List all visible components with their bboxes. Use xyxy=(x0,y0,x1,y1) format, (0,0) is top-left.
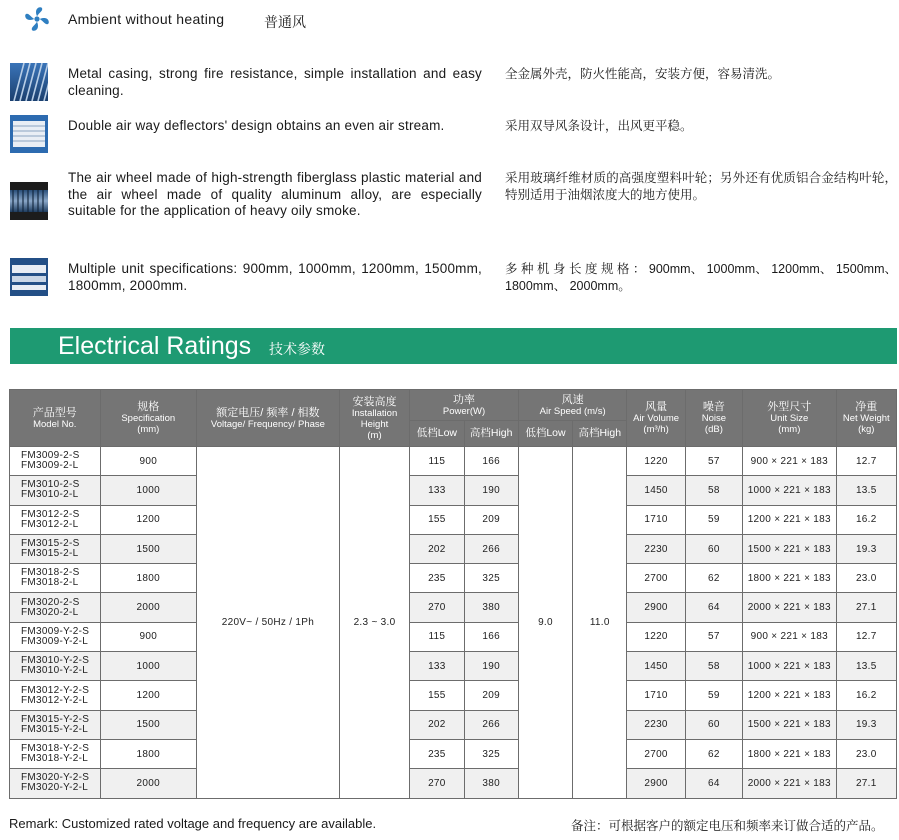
header-volume: 风量 Air Volume (m³/h) xyxy=(627,390,685,447)
header-title-cn: 普通风 xyxy=(264,14,306,30)
header-height: 安装高度 Installation Height (m) xyxy=(339,390,409,447)
power-low-cell: 155 xyxy=(410,505,464,534)
spec-cell: 1200 xyxy=(100,681,197,710)
spec-cell: 900 xyxy=(100,447,197,476)
header-noise: 噪音 Noise (dB) xyxy=(685,390,742,447)
size-cell: 1800 × 221 × 183 xyxy=(743,564,837,593)
table-row xyxy=(10,769,897,798)
product-header xyxy=(24,6,306,32)
size-cell: 1000 × 221 × 183 xyxy=(743,652,837,681)
table-row xyxy=(10,681,897,710)
power-low-cell: 133 xyxy=(410,652,464,681)
table-row xyxy=(10,505,897,534)
header-size: 外型尺寸 Unit Size (mm) xyxy=(743,390,837,447)
power-low-cell: 115 xyxy=(410,447,464,476)
model-number-l: FM3015-Y-2-L xyxy=(21,723,89,735)
spec-cell: 1800 xyxy=(100,739,197,768)
size-cell: 2000 × 221 × 183 xyxy=(743,769,837,798)
model-number-l: FM3010-2-L xyxy=(21,489,79,501)
header-voltage: 额定电压/ 频率 / 相数 Voltage/ Frequency/ Phase xyxy=(197,390,340,447)
weight-cell: 13.5 xyxy=(836,652,896,681)
remark-en: Remark: Customized rated voltage and frequency are available. xyxy=(9,816,377,831)
volume-cell: 1450 xyxy=(627,476,685,505)
model-cell xyxy=(10,739,101,768)
voltage-cell: 220V~ / 50Hz / 1Ph xyxy=(197,447,340,799)
header-model: 产品型号 Model No. xyxy=(10,390,101,447)
volume-cell: 1450 xyxy=(627,652,685,681)
power-high-cell: 166 xyxy=(464,622,518,651)
power-high-cell: 380 xyxy=(464,593,518,622)
noise-cell: 59 xyxy=(685,681,742,710)
volume-cell: 2230 xyxy=(627,534,685,563)
model-cell xyxy=(10,593,101,622)
power-high-cell: 266 xyxy=(464,710,518,739)
volume-cell: 1220 xyxy=(627,622,685,651)
section-title-cn: 技术参数 xyxy=(269,341,325,357)
spec-cell: 1000 xyxy=(100,476,197,505)
size-cell: 2000 × 221 × 183 xyxy=(743,593,837,622)
noise-cell: 60 xyxy=(685,534,742,563)
model-cell xyxy=(10,710,101,739)
weight-cell: 19.3 xyxy=(836,534,896,563)
table-row xyxy=(10,622,897,651)
table-row xyxy=(10,534,897,563)
volume-cell: 1710 xyxy=(627,505,685,534)
model-cell xyxy=(10,505,101,534)
table-header-row xyxy=(10,390,897,421)
noise-cell: 60 xyxy=(685,710,742,739)
model-number-s: FM3010-2-S xyxy=(21,479,80,491)
fan-icon xyxy=(24,6,50,32)
header-airspeed: 风速 Air Speed (m/s) xyxy=(518,390,627,421)
feature-specifications-cn: 多 种 机 身 长 度 规 格 ： 900mm、 1000mm、 1200mm、 1500mm、 1800mm、 2000mm。 xyxy=(505,262,897,293)
power-high-cell: 166 xyxy=(464,447,518,476)
noise-cell: 57 xyxy=(685,622,742,651)
feature-casing-en: Metal casing, strong fire resistance, simple installation and easy cleaning. xyxy=(68,66,482,98)
model-number-l: FM3020-2-L xyxy=(21,606,79,618)
table-row xyxy=(10,593,897,622)
spec-cell: 1500 xyxy=(100,534,197,563)
model-number-l: FM3012-2-L xyxy=(21,518,79,530)
feature-deflectors-cn: 采用双导风条设计，出风更平稳。 xyxy=(505,119,693,133)
noise-cell: 64 xyxy=(685,769,742,798)
model-number-s: FM3009-2-S xyxy=(21,450,80,462)
model-number-s: FM3015-2-S xyxy=(21,538,80,550)
model-number-s: FM3012-Y-2-S xyxy=(21,684,90,696)
deflector-image xyxy=(10,115,48,153)
power-low-cell: 235 xyxy=(410,564,464,593)
speed-high-cell: 11.0 xyxy=(573,447,627,799)
spec-cell: 900 xyxy=(100,622,197,651)
power-low-cell: 270 xyxy=(410,769,464,798)
volume-cell: 2900 xyxy=(627,593,685,622)
size-cell: 1500 × 221 × 183 xyxy=(743,710,837,739)
model-number-l: FM3012-Y-2-L xyxy=(21,694,89,706)
table-row xyxy=(10,710,897,739)
weight-cell: 23.0 xyxy=(836,564,896,593)
volume-cell: 2900 xyxy=(627,769,685,798)
model-cell xyxy=(10,681,101,710)
size-cell: 1500 × 221 × 183 xyxy=(743,534,837,563)
model-number-s: FM3010-Y-2-S xyxy=(21,655,90,667)
header-power-high: 高档High xyxy=(464,421,518,447)
metal-casing-image xyxy=(10,63,48,101)
volume-cell: 1710 xyxy=(627,681,685,710)
model-cell xyxy=(10,622,101,651)
header-power-low: 低档Low xyxy=(410,421,464,447)
header-speed-low: 低档Low xyxy=(518,421,572,447)
spec-cell: 1500 xyxy=(100,710,197,739)
power-low-cell: 235 xyxy=(410,739,464,768)
feature-air-wheel-en: The air wheel made of high-strength fiberglass plastic material and the air wheel made of quality aluminum alloy, are especially suitable for the application of heavy oily smoke. xyxy=(68,170,482,218)
weight-cell: 12.7 xyxy=(836,447,896,476)
weight-cell: 23.0 xyxy=(836,739,896,768)
spec-cell: 1800 xyxy=(100,564,197,593)
header-spec: 规格 Specification (mm) xyxy=(100,390,197,447)
noise-cell: 57 xyxy=(685,447,742,476)
volume-cell: 2700 xyxy=(627,739,685,768)
power-low-cell: 133 xyxy=(410,476,464,505)
weight-cell: 27.1 xyxy=(836,769,896,798)
power-high-cell: 266 xyxy=(464,534,518,563)
model-number-l: FM3009-Y-2-L xyxy=(21,635,89,647)
noise-cell: 62 xyxy=(685,739,742,768)
unit-specs-image xyxy=(10,258,48,296)
volume-cell: 1220 xyxy=(627,447,685,476)
table-row xyxy=(10,476,897,505)
power-high-cell: 209 xyxy=(464,505,518,534)
power-high-cell: 380 xyxy=(464,769,518,798)
noise-cell: 64 xyxy=(685,593,742,622)
weight-cell: 27.1 xyxy=(836,593,896,622)
volume-cell: 2700 xyxy=(627,564,685,593)
size-cell: 1200 × 221 × 183 xyxy=(743,681,837,710)
size-cell: 1000 × 221 × 183 xyxy=(743,476,837,505)
size-cell: 900 × 221 × 183 xyxy=(743,447,837,476)
remark-cn: 备注：可根据客户的额定电压和频率来订做合适的产品。 xyxy=(571,819,884,833)
power-low-cell: 115 xyxy=(410,622,464,651)
power-low-cell: 270 xyxy=(410,593,464,622)
weight-cell: 16.2 xyxy=(836,505,896,534)
spec-cell: 1200 xyxy=(100,505,197,534)
size-cell: 1200 × 221 × 183 xyxy=(743,505,837,534)
model-number-l: FM3018-Y-2-L xyxy=(21,753,89,765)
model-cell xyxy=(10,447,101,476)
model-number-s: FM3018-2-S xyxy=(21,567,80,579)
header-speed-high: 高档High xyxy=(573,421,627,447)
model-cell xyxy=(10,476,101,505)
model-cell xyxy=(10,564,101,593)
table-row xyxy=(10,652,897,681)
noise-cell: 59 xyxy=(685,505,742,534)
weight-cell: 16.2 xyxy=(836,681,896,710)
power-high-cell: 190 xyxy=(464,652,518,681)
size-cell: 900 × 221 × 183 xyxy=(743,622,837,651)
size-cell: 1800 × 221 × 183 xyxy=(743,739,837,768)
model-number-s: FM3020-2-S xyxy=(21,596,80,608)
power-high-cell: 190 xyxy=(464,476,518,505)
power-low-cell: 202 xyxy=(410,710,464,739)
table-row xyxy=(10,564,897,593)
power-high-cell: 325 xyxy=(464,564,518,593)
header-weight: 净重 Net Weight (kg) xyxy=(836,390,896,447)
height-cell: 2.3 ~ 3.0 xyxy=(339,447,409,799)
model-number-s: FM3015-Y-2-S xyxy=(21,713,90,725)
feature-specifications-en: Multiple unit specifications: 900mm, 1000mm, 1200mm, 1500mm, 1800mm, 2000mm. xyxy=(68,261,482,293)
model-number-l: FM3020-Y-2-L xyxy=(21,782,89,794)
table-body xyxy=(10,447,897,799)
volume-cell: 2230 xyxy=(627,710,685,739)
model-number-l: FM3018-2-L xyxy=(21,577,79,589)
model-number-s: FM3018-Y-2-S xyxy=(21,743,90,755)
speed-low-cell: 9.0 xyxy=(518,447,572,799)
spec-cell: 2000 xyxy=(100,593,197,622)
power-high-cell: 325 xyxy=(464,739,518,768)
weight-cell: 13.5 xyxy=(836,476,896,505)
model-number-s: FM3009-Y-2-S xyxy=(21,625,90,637)
feature-casing-cn: 全金属外壳，防火性能高，安装方便，容易清洗。 xyxy=(505,67,781,81)
noise-cell: 58 xyxy=(685,652,742,681)
header-title-en: Ambient without heating xyxy=(68,11,225,27)
model-cell xyxy=(10,652,101,681)
weight-cell: 19.3 xyxy=(836,710,896,739)
power-high-cell: 209 xyxy=(464,681,518,710)
model-cell xyxy=(10,534,101,563)
section-banner xyxy=(10,328,897,364)
spec-cell: 2000 xyxy=(100,769,197,798)
spec-cell: 1000 xyxy=(100,652,197,681)
model-cell xyxy=(10,769,101,798)
table-row xyxy=(10,739,897,768)
air-wheel-image xyxy=(10,182,48,220)
model-number-s: FM3020-Y-2-S xyxy=(21,772,90,784)
noise-cell: 62 xyxy=(685,564,742,593)
feature-air-wheel-cn: 采用玻璃纤维材质的高强度塑料叶轮；另外还有优质铝合金结构叶轮，特别适用于油烟浓度大的地方使用。 xyxy=(505,171,897,202)
model-number-s: FM3012-2-S xyxy=(21,508,80,520)
weight-cell: 12.7 xyxy=(836,622,896,651)
section-title-en: Electrical Ratings xyxy=(58,332,252,360)
model-number-l: FM3010-Y-2-L xyxy=(21,665,89,677)
header-power: 功率 Power(W) xyxy=(410,390,519,421)
power-low-cell: 155 xyxy=(410,681,464,710)
table-row xyxy=(10,447,897,476)
power-low-cell: 202 xyxy=(410,534,464,563)
feature-deflectors-en: Double air way deflectors' design obtains an even air stream. xyxy=(68,118,445,133)
ratings-table xyxy=(9,389,897,799)
model-number-l: FM3015-2-L xyxy=(21,548,79,560)
model-number-l: FM3009-2-L xyxy=(21,460,79,472)
noise-cell: 58 xyxy=(685,476,742,505)
